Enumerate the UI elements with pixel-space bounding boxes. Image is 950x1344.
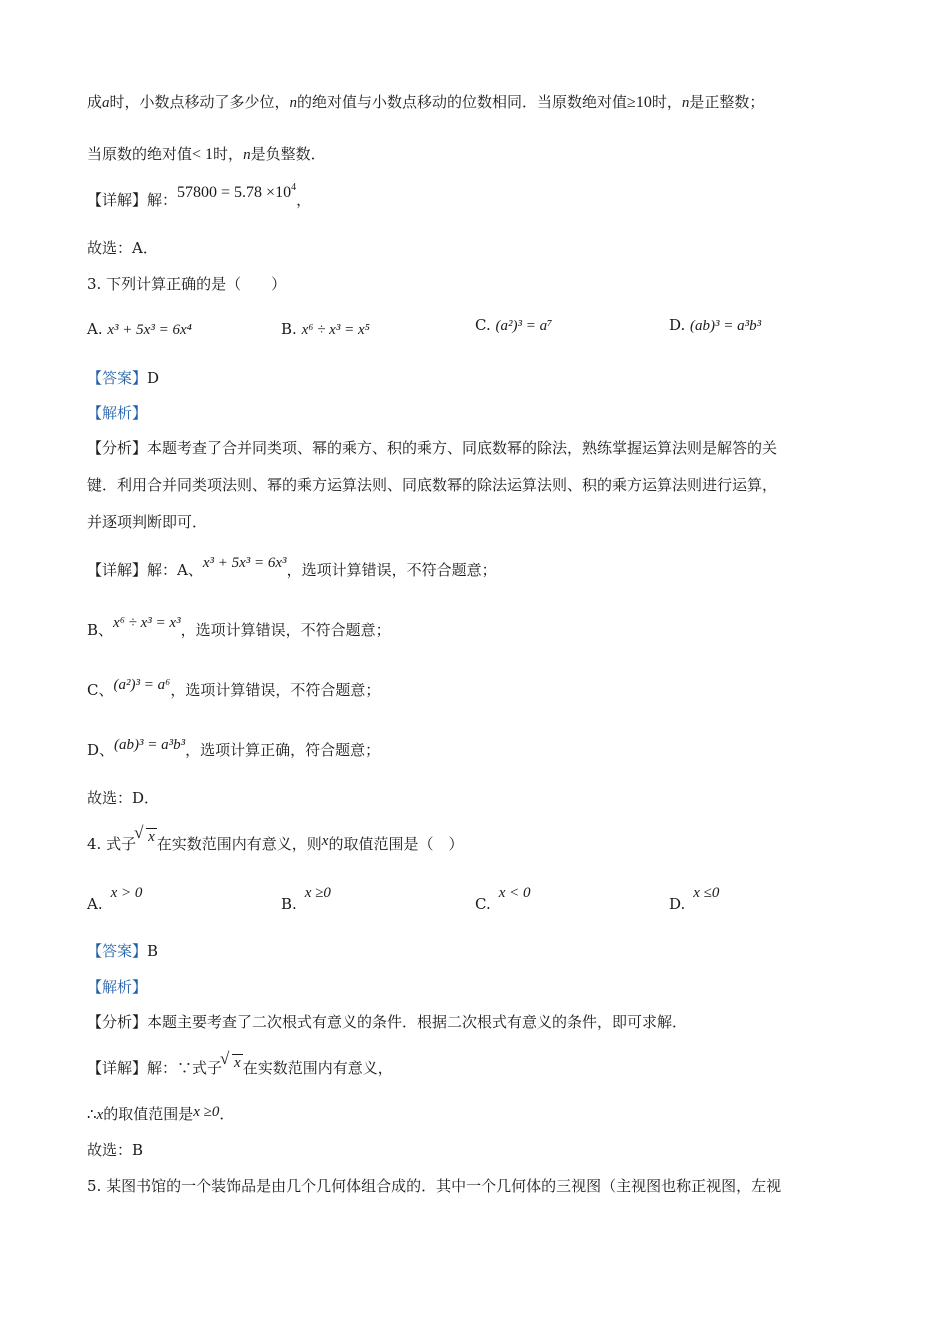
answer-line: 【答案】B	[87, 942, 159, 960]
text-line: 成a时，小数点移动了多少位，n的绝对值与小数点移动的位数相同．当原数绝对值≥10时，n是正整数；	[87, 93, 765, 111]
option-d: D.x ≤0	[669, 885, 720, 913]
text-line: 故选：D．	[87, 789, 160, 807]
analysis-heading: 【解析】	[87, 404, 148, 422]
option-a: A.x > 0	[87, 885, 143, 913]
detail-line: 【详解】解：$57800 = 5.78 \times 10^4$，	[87, 182, 312, 209]
option-c: C. (a²)³ = a⁷	[475, 316, 553, 334]
equation: $57800 = 5.78 \times 10^4$	[177, 182, 297, 201]
detail-line: 【详解】解：A、x³ + 5x³ = 6x³，选项计算错误，不符合题意；	[87, 555, 497, 579]
text-line: 当原数的绝对值< 1时，n是负整数．	[87, 145, 326, 163]
sqrt-expression: √ x	[222, 1053, 243, 1073]
answer-line: 【答案】D	[87, 369, 160, 387]
option-b: B.x ≥0	[281, 885, 331, 913]
analysis-heading: 【解析】	[87, 978, 148, 996]
option-a: A. x³ + 5x³ = 6x⁴	[87, 320, 192, 338]
text-line: 故选：A．	[87, 239, 158, 257]
option-b: B. x⁶ ÷ x³ = x⁵	[281, 320, 370, 338]
detail-line: 【详解】解：∵式子√ x 在实数范围内有意义，	[87, 1058, 393, 1079]
analysis-text: 键．利用合并同类项法则、幂的乘方运算法则、同底数幂的除法运算法则、积的乘方运算法则进行运算，	[87, 476, 778, 494]
analysis-text: 【分析】本题考查了合并同类项、幂的乘方、积的乘方、同底数幂的除法，熟练掌握运算法则是解答的关	[87, 439, 778, 457]
detail-line: C、(a²)³ = a⁶，选项计算错误，不符合题意；	[87, 677, 381, 699]
option-c: C.x < 0	[475, 885, 531, 913]
question-stem: 4. 式子√ x 在实数范围内有意义，则x的取值范围是（ ）	[87, 834, 463, 855]
detail-line: D、(ab)³ = a³b³，选项计算正确，符合题意；	[87, 737, 381, 759]
option-d: D. (ab)³ = a³b³	[669, 316, 762, 334]
detail-line: ∴x的取值范围是x ≥0．	[87, 1104, 235, 1123]
detail-line: B、x⁶ ÷ x³ = x³，选项计算错误，不符合题意；	[87, 615, 391, 639]
question-stem: 5. 某图书馆的一个装饰品是由几个几何体组合成的．其中一个几何体的三视图（主视图也称正视图，左视	[87, 1177, 782, 1195]
analysis-text: 【分析】本题主要考查了二次根式有意义的条件．根据二次根式有意义的条件，即可求解．	[87, 1013, 688, 1031]
text-line: 故选：B	[87, 1141, 144, 1159]
analysis-text: 并逐项判断即可．	[87, 513, 208, 531]
sqrt-expression: √ x	[136, 827, 157, 847]
question-stem: 3. 下列计算正确的是（ ）	[87, 275, 287, 293]
